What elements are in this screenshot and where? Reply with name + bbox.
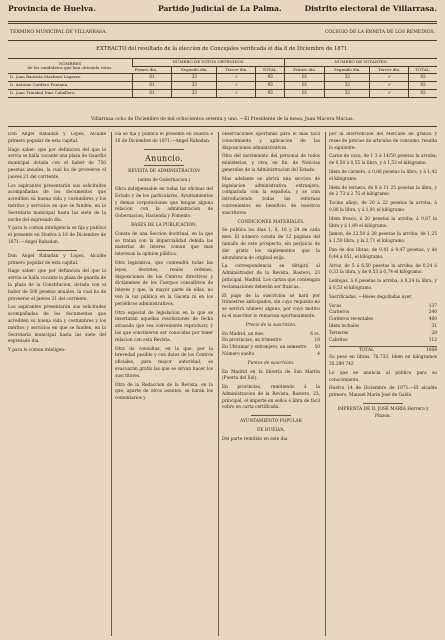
cell: 93 bbox=[256, 82, 285, 90]
paragraph: cia se fija y publica el presente en Huelva á 16 de Diciembre de 1871.—Angel Rabadan. bbox=[115, 132, 213, 144]
day-header: Primer dia. bbox=[285, 66, 325, 74]
cell: 32 bbox=[172, 89, 217, 97]
reses-row bbox=[329, 317, 437, 324]
paragraph: En provincias, remitiendo á la Administracion de la Revista, Bastero, 23, principal, el importe en sellos ó libra de fácil cobro en carta certificada. bbox=[222, 385, 320, 411]
condiciones-heading: CONDICIONES MATERIALES. bbox=[237, 219, 305, 225]
column-1 bbox=[8, 132, 106, 636]
precio-heading: Precio de la suscricion. bbox=[245, 322, 297, 328]
paragraph: Del parte remitido en este dia bbox=[222, 436, 288, 442]
cell: 93 bbox=[256, 74, 285, 82]
ayuntamiento-subheading: DE HUELVA. bbox=[256, 428, 286, 434]
paragraph: Hago saber: que por defuncion del que la servia se halla vacante la plaza de guarda de la plaza de la Constitucion, dotada con el haber de 500 pesetas anuales, la cual ha de proveerse el jueves 21 del corriente. bbox=[8, 269, 106, 302]
total-value: 1008 bbox=[426, 348, 437, 354]
day-header: Segundo dia. bbox=[325, 66, 370, 74]
page-header bbox=[8, 4, 437, 18]
reses-value: 28 bbox=[431, 330, 437, 336]
separator bbox=[144, 165, 184, 166]
paragraph: Pan de dos libras; de 0,41 á 0,47 pesetas, y de 0,44 á 051, el kilógramo. bbox=[329, 247, 437, 260]
paragraph: El pago de la suscricion se hará por trimestres anticipados, sin cuyo requisito no se servirá número alguno, por cuyo motivo ni el suscritor lo renuevan oportunamente. bbox=[222, 293, 320, 319]
results-table bbox=[8, 58, 437, 98]
paragraph: observaciones oportunas para el mas fácil conocimiento y aplicacion de las disposiciones administrativas. bbox=[222, 132, 320, 151]
paragraph: Jamon, de 22,50 á 28 pesetas la arroba; de 1,25 á 1,50 libra, y la 2,71 el kilógramo. bbox=[329, 232, 437, 245]
paragraph: por la intervencion del Mercado de granos y reses de precios de articulos de consumo, resulta lo siguiente: bbox=[329, 132, 437, 151]
extracto-title: EXTRACTO del resultado de la eleccion de Concejales verificada el dia 8 de Diciembre de 1871. bbox=[96, 46, 349, 52]
candidate-name: D. Juan Trinidad Diaz Caballero. bbox=[8, 89, 133, 97]
header-rule bbox=[8, 21, 437, 22]
revista-heading: REVISTA DE ADMINISTRACION bbox=[128, 169, 200, 175]
day-header: TOTAL. bbox=[256, 66, 285, 74]
cell: 32 bbox=[172, 74, 217, 82]
paragraph: Don Angel Rabadan y Lopez, Alcalde primero popular de esta capital. bbox=[8, 132, 106, 144]
reses-value: 31 bbox=[431, 323, 437, 329]
paragraph: Tocino añejo, de 20 á 22 pesetas la arroba; á 0,88 la libra, y á 1,91 el kilógramo. bbox=[329, 201, 437, 213]
paragraph: Lentejas, á 6 pesetas la arroba; á 0,24 la libra, y á 0,53 el kilógramo. bbox=[329, 279, 437, 291]
paragraph: Los aspirantes presentarán sus solicitudes acompañadas de los documentos que acrediten su buena vida y costumbres y los méritos y servicios en que se funden, en la Secretaría municipal hasta las siete del espresado dia. bbox=[8, 305, 106, 345]
paragraph: Carne de vaca, de 1 3 á 14/50 pesetas la arroba; de 0,50 á 0,55 la libra, y á 1,53 el kilógramo. bbox=[329, 154, 437, 167]
colegio-label: COLEGIO DE LA ERMITA DE LOS REMEDIOS. bbox=[324, 30, 435, 35]
paragraph: Otra del movimiento del personal de todos ministerios, y otra, en fin, de Noticias generales de la Administracion del Estado. bbox=[222, 154, 320, 173]
price-value: 6 rs. bbox=[310, 331, 320, 337]
ayuntamiento-heading: AYUNTAMIENTO POPULAR bbox=[240, 419, 302, 425]
cell: 61 bbox=[133, 74, 172, 82]
separator bbox=[363, 403, 403, 404]
price-label: Número suelto bbox=[222, 351, 255, 357]
group-votantes: NÚMERO DE VOTANTES. bbox=[285, 59, 437, 67]
puntos-heading: Puntos de suscricion. bbox=[247, 360, 295, 366]
cell: 93 bbox=[409, 89, 437, 97]
paragraph: Idem de carnero, á 0,88 pesetas la libra, y á 1,42 el kilógramo. bbox=[329, 169, 437, 182]
cell: » bbox=[217, 74, 256, 82]
cell: 93 bbox=[409, 74, 437, 82]
reses-row bbox=[329, 338, 437, 345]
paragraph: Otra especial de legislacion en la que se insertarán aquellas resoluciones de fecha atrasada que sea conveniente reproducir, y las que convinieren ser conocidas por tener relacion con esta Revista. bbox=[115, 310, 213, 343]
column-2 bbox=[115, 132, 213, 636]
cell: 61 bbox=[285, 82, 325, 90]
price-row bbox=[222, 332, 320, 339]
separator bbox=[144, 149, 184, 150]
paragraph: Se publica los dias 1, 8, 16 y 24 de cada mes. El número consta de 32 páginas del tamaño de este prospecto, sin perjuicio de dar gratis los suplementos que la abundancia de original exija. bbox=[222, 228, 320, 261]
cell: 93 bbox=[409, 82, 437, 90]
reses-label: Carneros bbox=[329, 310, 350, 316]
column-3 bbox=[222, 132, 320, 636]
header-rule-double bbox=[8, 23, 437, 24]
paragraph: Los aspirantes presentarán sus solicitudes acompañadas de los documentos que acrediten su buena vida y costumbres y los méritos y servicios en que se funden, en la Secretaría municipal hasta las siete de la noche del espresado dia. bbox=[8, 183, 106, 223]
price-value: 18 bbox=[314, 338, 320, 344]
price-value: 4 bbox=[317, 351, 320, 357]
candidate-name: D. Juan Bautista Martinez Lagares. bbox=[8, 74, 133, 82]
cell: » bbox=[370, 82, 409, 90]
cell: 93 bbox=[256, 89, 285, 97]
paragraph: Hago saber: que por defuncion del que la servia se halla vacante una plaza de Guardia municipal dotada con el haber de 750 pesetas anuales, la cual ha de proveerse el jueves 21 del corriente. bbox=[8, 147, 106, 180]
paragraph: Mas adelante se abrirá una seccion de legislacion administrativa extranjera, comparada con la española, y se irán introduciendo todas las reformas convenientes en beneficio de nuestros suscritores. bbox=[222, 176, 320, 216]
cell: 61 bbox=[133, 89, 172, 97]
reses-value: 137 bbox=[428, 303, 437, 309]
paragraph: Idem de ternera, de 8 á 11 25 pesetas la libra, y de 2 73 á 2 75 el kilógramo. bbox=[329, 185, 437, 198]
paragraph: Huelva 14 de Diciembre de 1871.—El alcalde primero, Manuel Marin José de Galdo. bbox=[329, 386, 437, 399]
price-label: En provincias, un trimestre bbox=[222, 338, 282, 344]
cell: 32 bbox=[325, 89, 370, 97]
cell: 32 bbox=[172, 82, 217, 90]
day-header: Tercer dia. bbox=[217, 66, 256, 74]
paragraph: Su peso en libras. 76.733. Idem en kilógramos 35.299 742 bbox=[329, 355, 437, 367]
signature-line: Villarrasa ocho de Diciembre de mil ochocientos setenta y uno. —El Presidente de la mesa, Juan Macera Macias. bbox=[91, 117, 354, 122]
price-label: En Ultramar y extranjero, un semestre bbox=[222, 345, 307, 351]
paragraph: Lo que se anuncia al público para su conocimiento. bbox=[329, 370, 437, 383]
paragraph: Idem fresco, á 20 pesetas la arroba; á 0,87 la libra y á 1,89 el kilógramo. bbox=[329, 216, 437, 229]
day-header: TOTAL. bbox=[409, 66, 437, 74]
group-votos: NÚMERO DE VOTOS OBTENIDOS. bbox=[133, 59, 285, 67]
reses-value: 460 bbox=[428, 317, 437, 323]
table-row bbox=[8, 74, 437, 82]
cell: » bbox=[370, 89, 409, 97]
paragraph: En Madrid en la librería de San Martin (Puerta del Sol). bbox=[222, 369, 320, 382]
table-row bbox=[8, 89, 437, 97]
total-label: TOTAL bbox=[359, 348, 374, 354]
cell: » bbox=[217, 82, 256, 90]
subheader-rule bbox=[8, 40, 437, 41]
paragraph: Don Angel Rabadan y Lopez, Alcalde primero popular de esta capital. bbox=[8, 253, 106, 266]
cell: » bbox=[217, 89, 256, 97]
cell: 61 bbox=[133, 82, 172, 90]
day-header: Primer dia. bbox=[133, 66, 172, 74]
sacrificadas-heading: Sacrificadas. —Reses degolladas ayer. bbox=[329, 294, 413, 300]
table-row bbox=[8, 82, 437, 90]
paragraph: Otra de consultas, en la que, por la brevedad posible y con datos de los Centros oficiales, para mayor autoridad, se evacuarán gratis las que se sirvan hacer los suscritores. bbox=[115, 346, 213, 379]
termino-label: TERMINO MUNICIPAL DE VILLARRASA. bbox=[10, 30, 108, 35]
day-header: Segundo dia. bbox=[172, 66, 217, 74]
price-label: En Madrid, un mes bbox=[222, 331, 264, 337]
paragraph: La correspondencia se dirigirá al Administrador de la Revista, Bastero, 23 principal, Madrid. Los cartas que contengan reclamaciones deberán ser francas. bbox=[222, 264, 320, 290]
reses-row bbox=[329, 310, 437, 317]
price-row bbox=[222, 345, 320, 352]
imprenta-footer: IMPRENTA DE D. JOSÉ MARIA Herrera y Pinzon. bbox=[337, 406, 429, 419]
distrito-title: Distrito electoral de Villarrasa. bbox=[304, 4, 437, 13]
price-row bbox=[222, 352, 320, 359]
candidate-name: D. Antonio Cordero Fontana. bbox=[8, 82, 133, 90]
paragraph: Arroz, de 5 á 6,50 pesetas la arroba; de 0,24 á 0,33 la libra, y de 0,53 á 0,74 el kilógramo. bbox=[329, 263, 437, 276]
province-title: Provincia de Huelva. bbox=[8, 4, 96, 13]
columns-top-rule bbox=[8, 126, 437, 127]
day-header: Tercer dia. bbox=[370, 66, 409, 74]
partido-title: Partido Judicial de La Palma. bbox=[158, 4, 282, 13]
reses-label: Corderos recentales bbox=[329, 317, 374, 323]
separator bbox=[37, 250, 77, 251]
paragraph: Y para lo comun inteligen- bbox=[8, 348, 66, 354]
reses-label: Terneras bbox=[329, 330, 349, 336]
paragraph: Consta de una Seccion doctrinal, en la que se tratan con la imparcialidad debida las materias de interes comun que mas interesan la opinion pública. bbox=[115, 231, 213, 258]
cell: 32 bbox=[325, 82, 370, 90]
cell: » bbox=[370, 74, 409, 82]
price-row bbox=[222, 338, 320, 345]
reses-value: 240 bbox=[428, 310, 437, 316]
column-4 bbox=[329, 132, 437, 636]
reses-label: Vacas bbox=[329, 303, 342, 309]
paragraph: Y para lo comun inteligencia se fija y publica el presente en Huelva á 16 de Diciembre de 1871.—Angel Rabadan. bbox=[8, 226, 106, 245]
reses-row bbox=[329, 304, 437, 311]
bases-heading: BASES DE LA PUBLICACION. bbox=[131, 222, 197, 228]
reses-row bbox=[329, 324, 437, 331]
reses-label: Idem lechales bbox=[329, 323, 360, 329]
cell: 61 bbox=[285, 74, 325, 82]
col-nombres: NOMBRES de los candidatos que han obtenido votos. bbox=[8, 59, 133, 74]
cell: 61 bbox=[285, 89, 325, 97]
reses-total-row bbox=[329, 346, 437, 355]
revista-subheading: (antes de Gobernacion.) bbox=[137, 178, 191, 184]
separator bbox=[251, 415, 291, 416]
paragraph: Otra de la Redaccion de la Revista, en la que, aparte de otros asuntos, se harán los comentarios y bbox=[115, 382, 213, 402]
reses-label: Cabritos bbox=[329, 337, 348, 343]
anuncio-heading: Anuncio. bbox=[145, 153, 183, 163]
reses-row bbox=[329, 331, 437, 338]
reses-value: 112 bbox=[428, 337, 437, 343]
paragraph: Otra legislativa, que contendrá todas las leyes, decretos, reales órdenes, disposiciones de los Centros directivos y dictámenes de los Cuerpos consultivos de interes y que, la mayor parte de ellas, no ven la luz pública en la Gaceta ni en los periódicos administrativos. bbox=[115, 260, 213, 307]
cell: 32 bbox=[325, 74, 370, 82]
article-columns bbox=[8, 132, 437, 636]
paragraph: Obra indispensable en todas las oficinas del Estado y de los particulares, Ayuntamientos y demas corporaciones que tengan alguna relacion con la administracion de Gobernacion, Hacienda y Fomento. bbox=[115, 186, 213, 220]
price-value: 50 bbox=[314, 345, 320, 351]
